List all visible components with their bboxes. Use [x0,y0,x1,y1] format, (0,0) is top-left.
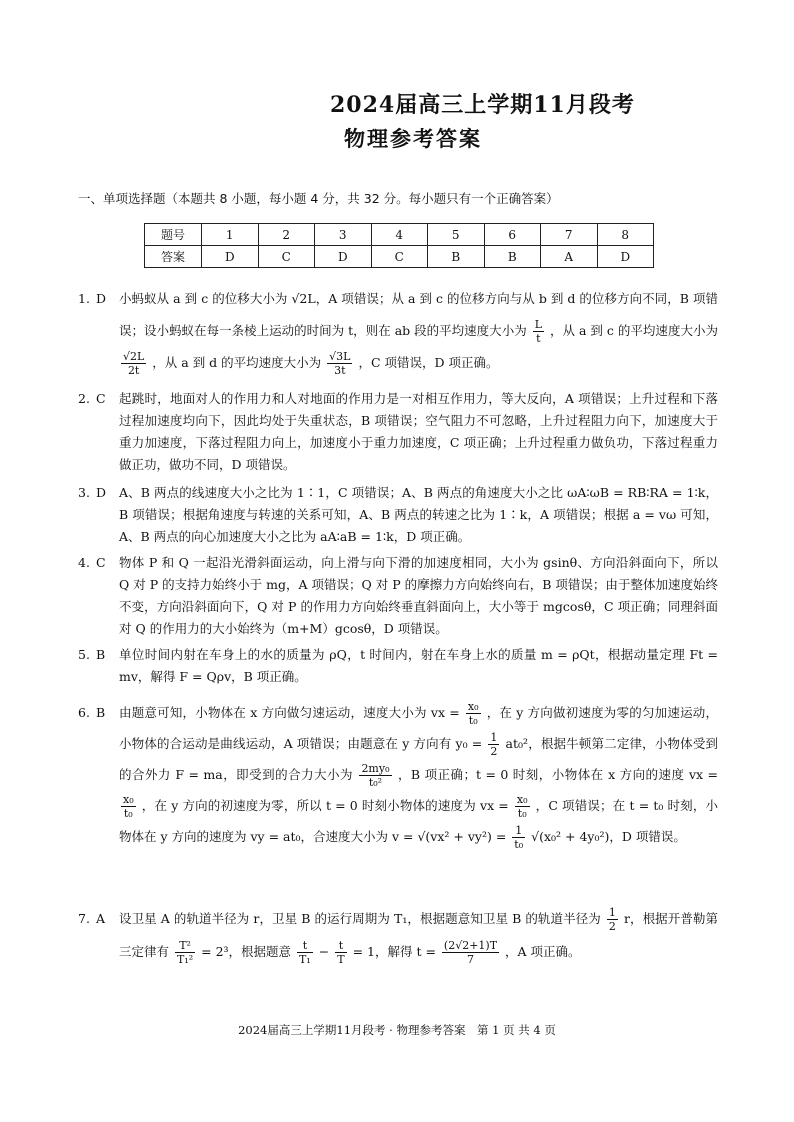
explanation-text: ，在 y 方向做初速度为零的匀加速运动，小物体的合运动是曲线运动，A 项错误；由题意在 y 方向有 y₀ = [119,705,718,751]
denominator: 2t [127,364,140,377]
question-number: 5. [78,647,90,662]
table-cell: 6 [484,224,541,246]
explanation-text: ，从 a 到 d 的平均速度大小为 [152,355,322,370]
explanation-text: ，C 项错误，D 项正确。 [358,355,499,370]
question-explanation [119,902,718,968]
denominator: t [536,332,541,345]
denominator: T₁² [177,953,194,966]
table-cell: 8 [597,224,654,246]
explanation-text: √(x₀² + 4y₀²)，D 项错误。 [531,829,686,844]
fraction [359,762,391,789]
table-cell: D [597,246,654,268]
denominator: t₀ [123,807,133,820]
table-row [145,246,654,268]
explanation-text: ，A 项正确。 [505,944,581,959]
denominator: 3t [334,364,346,377]
question-answer: D [96,291,107,306]
explanation-text: ，C 项错误；在 t = t₀ 时刻，小物体在 y 方向的速度为 vy = at₀，合速度大小为 v = √(vx² + vy²) = [119,798,718,844]
numerator: x₀ [467,700,479,713]
question-number: 1. [78,291,90,306]
question-explanation: 物体 P 和 Q 一起沿光滑斜面运动，向上滑与向下滑的加速度相同，大小为 gsinθ、方向沿斜面向下，所以 Q 对 P 的支持力始终小于 mg，A 项错误；Q 对 P 的摩擦力方向始终向右，B 项错误；由于整体加速度始终不变，方向沿斜面向下，Q 对 P 的作用力方向始终垂直斜面向上，大小等于 mgcosθ，C 项正确；同理斜面对 Q 的作用力的大小始终为（m+M）gcosθ，D 项错误。 [119,555,718,636]
fraction [121,350,146,377]
table-cell: 3 [315,224,372,246]
row-label-number: 题号 [145,224,202,246]
table-cell: B [484,246,541,268]
fraction [512,824,525,851]
table-row [145,224,654,246]
denominator: t₀² [368,776,383,789]
numerator: L [534,318,543,331]
explanation-text: ，在 y 方向的初速度为零，所以 t = 0 时刻小物体的速度为 vx = [141,798,509,813]
fraction [297,939,313,966]
question-1 [78,283,718,379]
question-2 [78,388,718,476]
numerator: √2L [123,350,145,363]
question-explanation: 起跳时，地面对人的作用力和人对地面的作用力是一对相互作用力，等大反向，A 项错误；上升过程和下落过程加速度均向下，因此均处于失重状态，B 项错误；空气阻力不可忽略，上升过程阻力向下，加速度大于重力加速度，下落过程阻力向上，加速度小于重力加速度，C 项正确；上升过程重力做负功，下落过程重力做正功，做功不同，D 项错误。 [119,391,718,472]
question-3 [78,482,718,548]
denominator: t₀ [514,838,524,851]
question-answer: D [96,485,107,500]
question-explanation: A、B 两点的线速度大小之比为 1∶1，C 项错误；A、B 两点的角速度大小之比 ωA∶ωB = RB∶RA = 1∶k，B 项错误；根据角速度与转速的关系可知，A、B 两点的转速之比为 1∶k，A 项错误；根据 a = vω 可知，A、B 两点的向心加速度大小之比为 aA∶aB = 1∶k，D 项正确。 [119,485,718,544]
table-cell: D [315,246,372,268]
fraction [466,700,481,727]
question-explanation [119,697,718,852]
explanation-text: r，根据开普勒第三定律有 [119,911,718,959]
fraction [121,793,136,820]
explanation-text: ，从 a 到 c 的平均速度大小为 [550,323,718,338]
fraction [607,906,618,933]
explanation-text: = 1，解得 t = [352,944,436,959]
table-cell: 7 [541,224,598,246]
table-cell: 1 [202,224,259,246]
question-answer: C [96,555,106,570]
section-heading: 一、单项选择题（本题共 8 小题，每小题 4 分，共 32 分。每小题只有一个正确答案） [78,191,559,206]
table-cell: B [428,246,485,268]
denominator: 2 [490,745,498,758]
fraction [175,939,195,966]
fraction [515,793,530,820]
question-number: 6. [78,705,90,720]
question-7 [78,902,718,968]
page-title: 2024届高三上学期11月段考 [330,92,635,118]
numerator: t [297,939,313,953]
question-5 [78,644,718,688]
table-cell: D [202,246,259,268]
denominator: T [337,953,345,966]
numerator: x₀ [516,793,528,806]
fraction [442,939,499,966]
explanation-text: at₀²，根据牛顿第二定律，小物体受到的合外力 F = ma，即受到的合力大小为 [119,736,718,782]
fraction [327,350,352,377]
fraction [533,318,544,345]
denominator: T₁ [299,953,311,966]
explanation-text: = 2³，根据题意 [201,944,292,959]
numerator: x₀ [123,793,134,806]
question-4 [78,552,718,640]
table-cell: C [258,246,315,268]
question-number: 7. [78,911,90,926]
page-footer: 2024届高三上学期11月段考 · 物理参考答案 第 1 页 共 4 页 [238,1023,556,1037]
page-subtitle: 物理参考答案 [344,126,482,151]
table-cell: C [371,246,428,268]
question-answer: B [96,705,106,720]
denominator: t₀ [468,714,478,727]
numerator: 1 [490,731,498,744]
explanation-text: 小蚂蚁从 a 到 c 的位移大小为 √2L，A 项错误；从 a 到 c 的位移方向与从 b 到 d 的位移方向不同，B 项错误；设小蚂蚁在每一条棱上运动的时间为 t，则在 ab 段的平均速度大小为 [119,291,718,338]
question-explanation [119,283,718,379]
question-number: 3. [78,485,90,500]
question-number: 4. [78,555,90,570]
denominator: 2 [608,920,616,933]
question-explanation: 单位时间内射在车身上的水的质量为 ρQ，t 时间内，射在车身上水的质量 m = ρQt，根据动量定理 Ft = mv，解得 F = Qρv，B 项正确。 [119,647,718,684]
table-cell: A [541,246,598,268]
numerator: √3L [329,350,351,363]
numerator: 1 [512,824,525,838]
fraction [335,939,346,966]
question-answer: A [96,911,106,926]
numerator: (2√2+1)T [443,939,498,952]
explanation-text: 设卫星 A 的轨道半径为 r，卫星 B 的运行周期为 T₁，根据题意知卫星 B 的轨道半径为 [119,911,601,926]
question-answer: C [96,391,106,406]
row-label-answer: 答案 [145,246,202,268]
explanation-text: − [318,944,330,959]
answer-table [144,223,654,268]
denominator: t₀ [517,807,527,820]
question-answer: B [96,647,106,662]
denominator: 7 [466,953,474,966]
numerator: 2my₀ [361,762,390,775]
fraction [488,731,499,758]
question-number: 2. [78,391,90,406]
numerator: t [335,939,346,953]
explanation-text: ，B 项正确；t = 0 时刻，小物体在 x 方向的速度 vx = [397,767,718,782]
table-cell: 2 [258,224,315,246]
table-cell: 4 [371,224,428,246]
question-6 [78,697,718,852]
explanation-text: 由题意可知，小物体在 x 方向做匀速运动，速度大小为 vx = [119,705,460,720]
numerator: 1 [608,906,616,919]
table-cell: 5 [428,224,485,246]
numerator: T² [175,939,195,953]
